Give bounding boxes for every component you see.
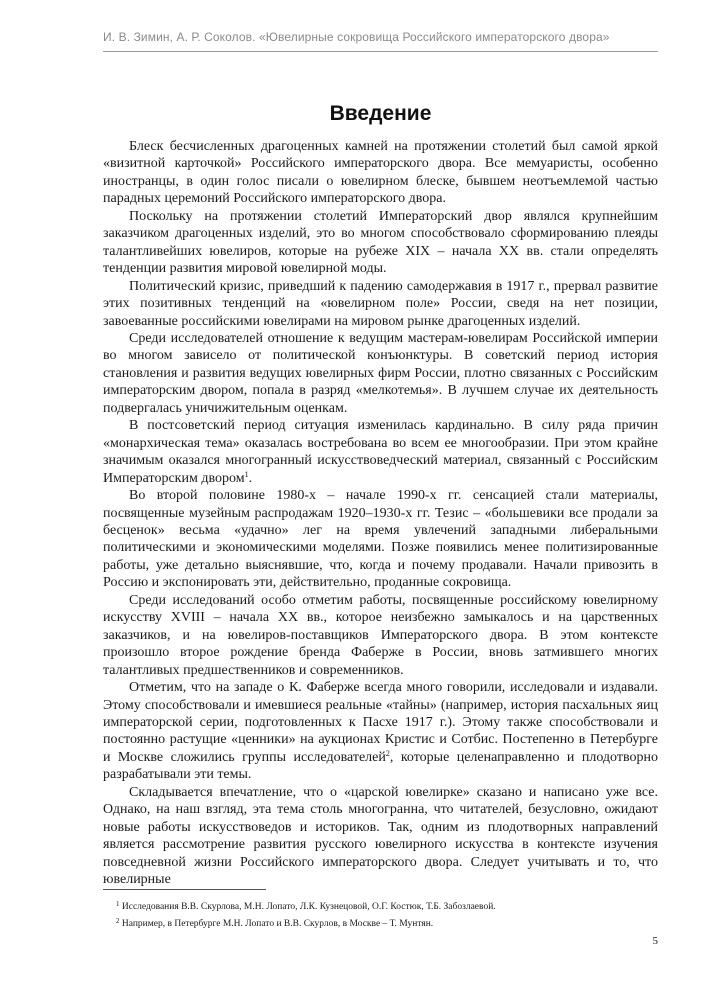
footnote-2 [103, 916, 658, 933]
footnote-text: Исследования В.В. Скурлова, М.Н. Лопато, Л.К. Кузнецовой, О.Г. Костюк, Т.Б. Забозлаевой. [121, 902, 496, 912]
paragraph-6 [103, 487, 658, 592]
paragraph-7 [103, 592, 658, 679]
paragraph-text: Политический кризис, приведший к падению самодержавия в 1917 г., прервал развитие этих позитивных тенденций на «ювелирном поле» России, сведя на нет позиции, завоеванные российскими ювелирами на мировом рынке драгоценных изделий. [103, 278, 658, 329]
paragraph-3 [103, 278, 658, 330]
footnote-ref-2[interactable]: 2 [385, 748, 390, 758]
paragraph-5 [103, 417, 658, 487]
footnotes [103, 899, 658, 933]
footnote-divider [103, 889, 266, 890]
running-header: И. В. Зимин, А. Р. Соколов. «Ювелирные сокровища Российского императорского двора» [103, 30, 610, 44]
paragraph-tail: . [248, 470, 253, 486]
paragraph-text: Поскольку на протяжении столетий Императорский двор являлся крупнейшим заказчиком драгоценных изделий, это во многом способствовало сформированию плеяды талантливейших ювелиров, которые на рубеже XIX – начала XX вв. стали определять тенденции развития мировой ювелирной моды. [103, 208, 658, 277]
paragraph-8 [103, 679, 658, 784]
paragraph-text: Блеск бесчисленных драгоценных камней на протяжении столетий был самой яркой «визитной карточкой» Российского императорского двора. Все мемуаристы, особенно иностранцы, в один голос писали о ювелирном блеске, бывшем неотъемлемой частью парадных церемоний Российского императорского двора. [103, 139, 658, 207]
paragraph-4 [103, 330, 658, 417]
body-text [103, 138, 658, 888]
footnote-ref-1[interactable]: 1 [244, 469, 249, 479]
paragraph-text: Складывается впечатление, что о «царской ювелирке» сказано и написано уже все. Однако, на наш взгляд, эта тема столь многогранна, что читателей, безусловно, ожидают новые работы искусствоведов и историков. Так, одним из плодотворных направлений является рассмотрение развития русского ювелирного искусства в контексте изучения повседневной жизни Российского императорского двора. Следует учитывать и то, что ювелирные [103, 784, 658, 888]
paragraph-text: Среди исследований особо отметим работы, посвященные российскому ювелирному искусству XVIII – начала XX вв., которое неизбежно замыкалось и на царственных заказчиков, и на ювелиров-поставщиков Императорского двора. В этом контексте произошло второе рождение бренда Фаберже в России, вновь затмившего многих талантливых предшественников и современников. [103, 592, 658, 678]
footnote-mark: 1 [116, 900, 120, 908]
paragraph-tail: , которые целенаправленно и плодотворно разрабатывали эти темы. [103, 749, 658, 783]
header-divider [103, 51, 658, 52]
footnote-1 [103, 899, 658, 916]
paragraph-text: Среди исследователей отношение к ведущим мастерам-ювелирам Российской империи во многом зависело от политической конъюнктуры. В советский период история становления и развития ведущих ювелирных фирм России, плотно связанных с Российским императорским двором, попала в разряд «мелкотемья». В лучшем случае их деятельность подвергалась уничижительным оценкам. [103, 330, 658, 416]
paragraph-1 [103, 138, 658, 208]
page-number: 5 [652, 935, 658, 947]
paragraph-text: Во второй половине 1980-х – начале 1990-х гг. сенсацией стали материалы, посвященные музейным распродажам 1920–1930-х гг. Тезис – «большевики все продали за бесценок» весьма «удачно» лег на время увлечений западными либеральными политическими и экономическими моделями. Позже появились менее политизированные работы, уже детально выяснявшие, что, когда и почему продавали. Начали привозить в Россию и экспонировать эти, действительно, проданные сокровища. [103, 488, 658, 591]
footnote-mark: 2 [116, 917, 120, 925]
paragraph-text: В постсоветский период ситуация изменилась кардинально. В силу ряда причин «монархическая тема» оказалась востребована во всем ее многообразии. При этом крайне значимым оказался многогранный искусствоведческий материал, связанный с Российским Императорским двором [103, 418, 658, 486]
paragraph-text: Отметим, что на западе о К. Фаберже всегда много говорили, исследовали и издавали. Этому способствовали и имевшиеся реальные «тайны» (например, история пасхальных яиц императорской серии, подготовленных к Пасхе 1917 г.). Этому также способствовали и постоянно растущие «ценники» на аукционах Кристис и Сотбис. Постепенно в Петербурге и Москве сложились группы исследователей [103, 680, 658, 765]
paragraph-2 [103, 208, 658, 278]
chapter-title: Введение [329, 102, 432, 125]
paragraph-9 [103, 784, 658, 889]
footnote-text: Например, в Петербурге М.Н. Лопато и В.В. Скурлов, в Москве – Т. Мунтян. [121, 919, 434, 929]
